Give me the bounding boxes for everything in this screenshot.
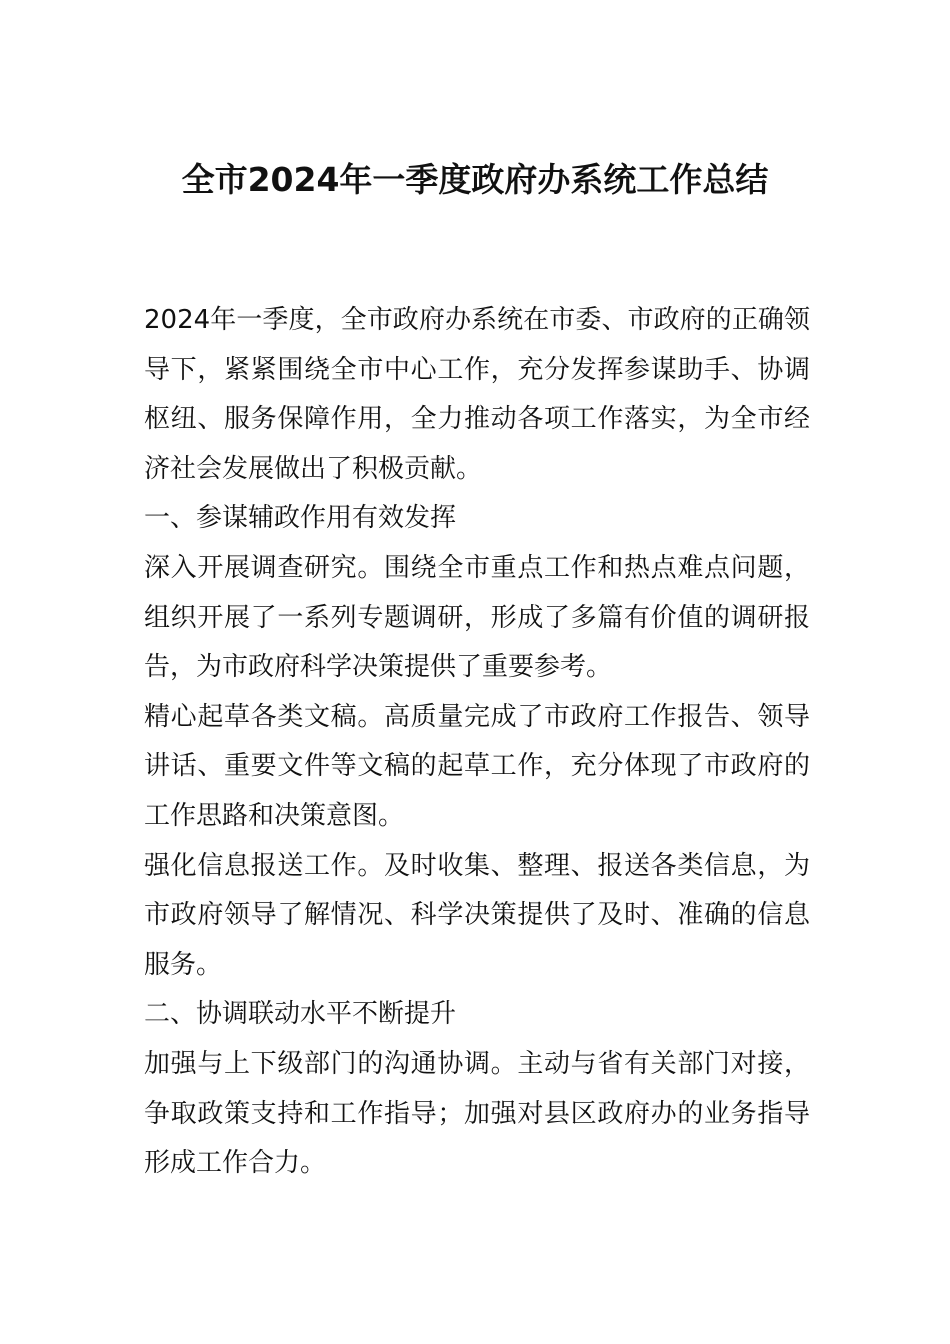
drafting-paragraph: 精心起草各类文稿。高质量完成了市政府工作报告、领导讲话、重要文件等文稿的起草工作，充分体现了市政府的工作思路和决策意图。 (144, 701, 810, 831)
section-heading-1: 一、参谋辅政作用有效发挥 (144, 503, 457, 534)
coordination-paragraph: 加强与上下级部门的沟通协调。主动与省有关部门对接，争取政策支持和工作指导；加强对县区政府办的业务指导形成工作合力。 (144, 1048, 810, 1179)
intro-paragraph: 2024年一季度，全市政府办系统在市委、市政府的正确领导下，紧紧围绕全市中心工作，充分发挥参谋助手、协调枢纽、服务保障作用，全力推动各项工作落实，为全市经济社会发展做出了积极贡献。 (144, 305, 810, 484)
information-paragraph: 强化信息报送工作。及时收集、整理、报送各类信息，为市政府领导了解情况、科学决策提供了及时、准确的信息服务。 (144, 850, 810, 980)
section-heading-2: 二、协调联动水平不断提升 (144, 999, 457, 1030)
document-title: 全市2024年一季度政府办系统工作总结 (181, 160, 769, 199)
research-paragraph: 深入开展调查研究。围绕全市重点工作和热点难点问题，组织开展了一系列专题调研，形成了多篇有价值的调研报告，为市政府科学决策提供了重要参考。 (144, 552, 810, 683)
document-body (144, 296, 810, 1189)
